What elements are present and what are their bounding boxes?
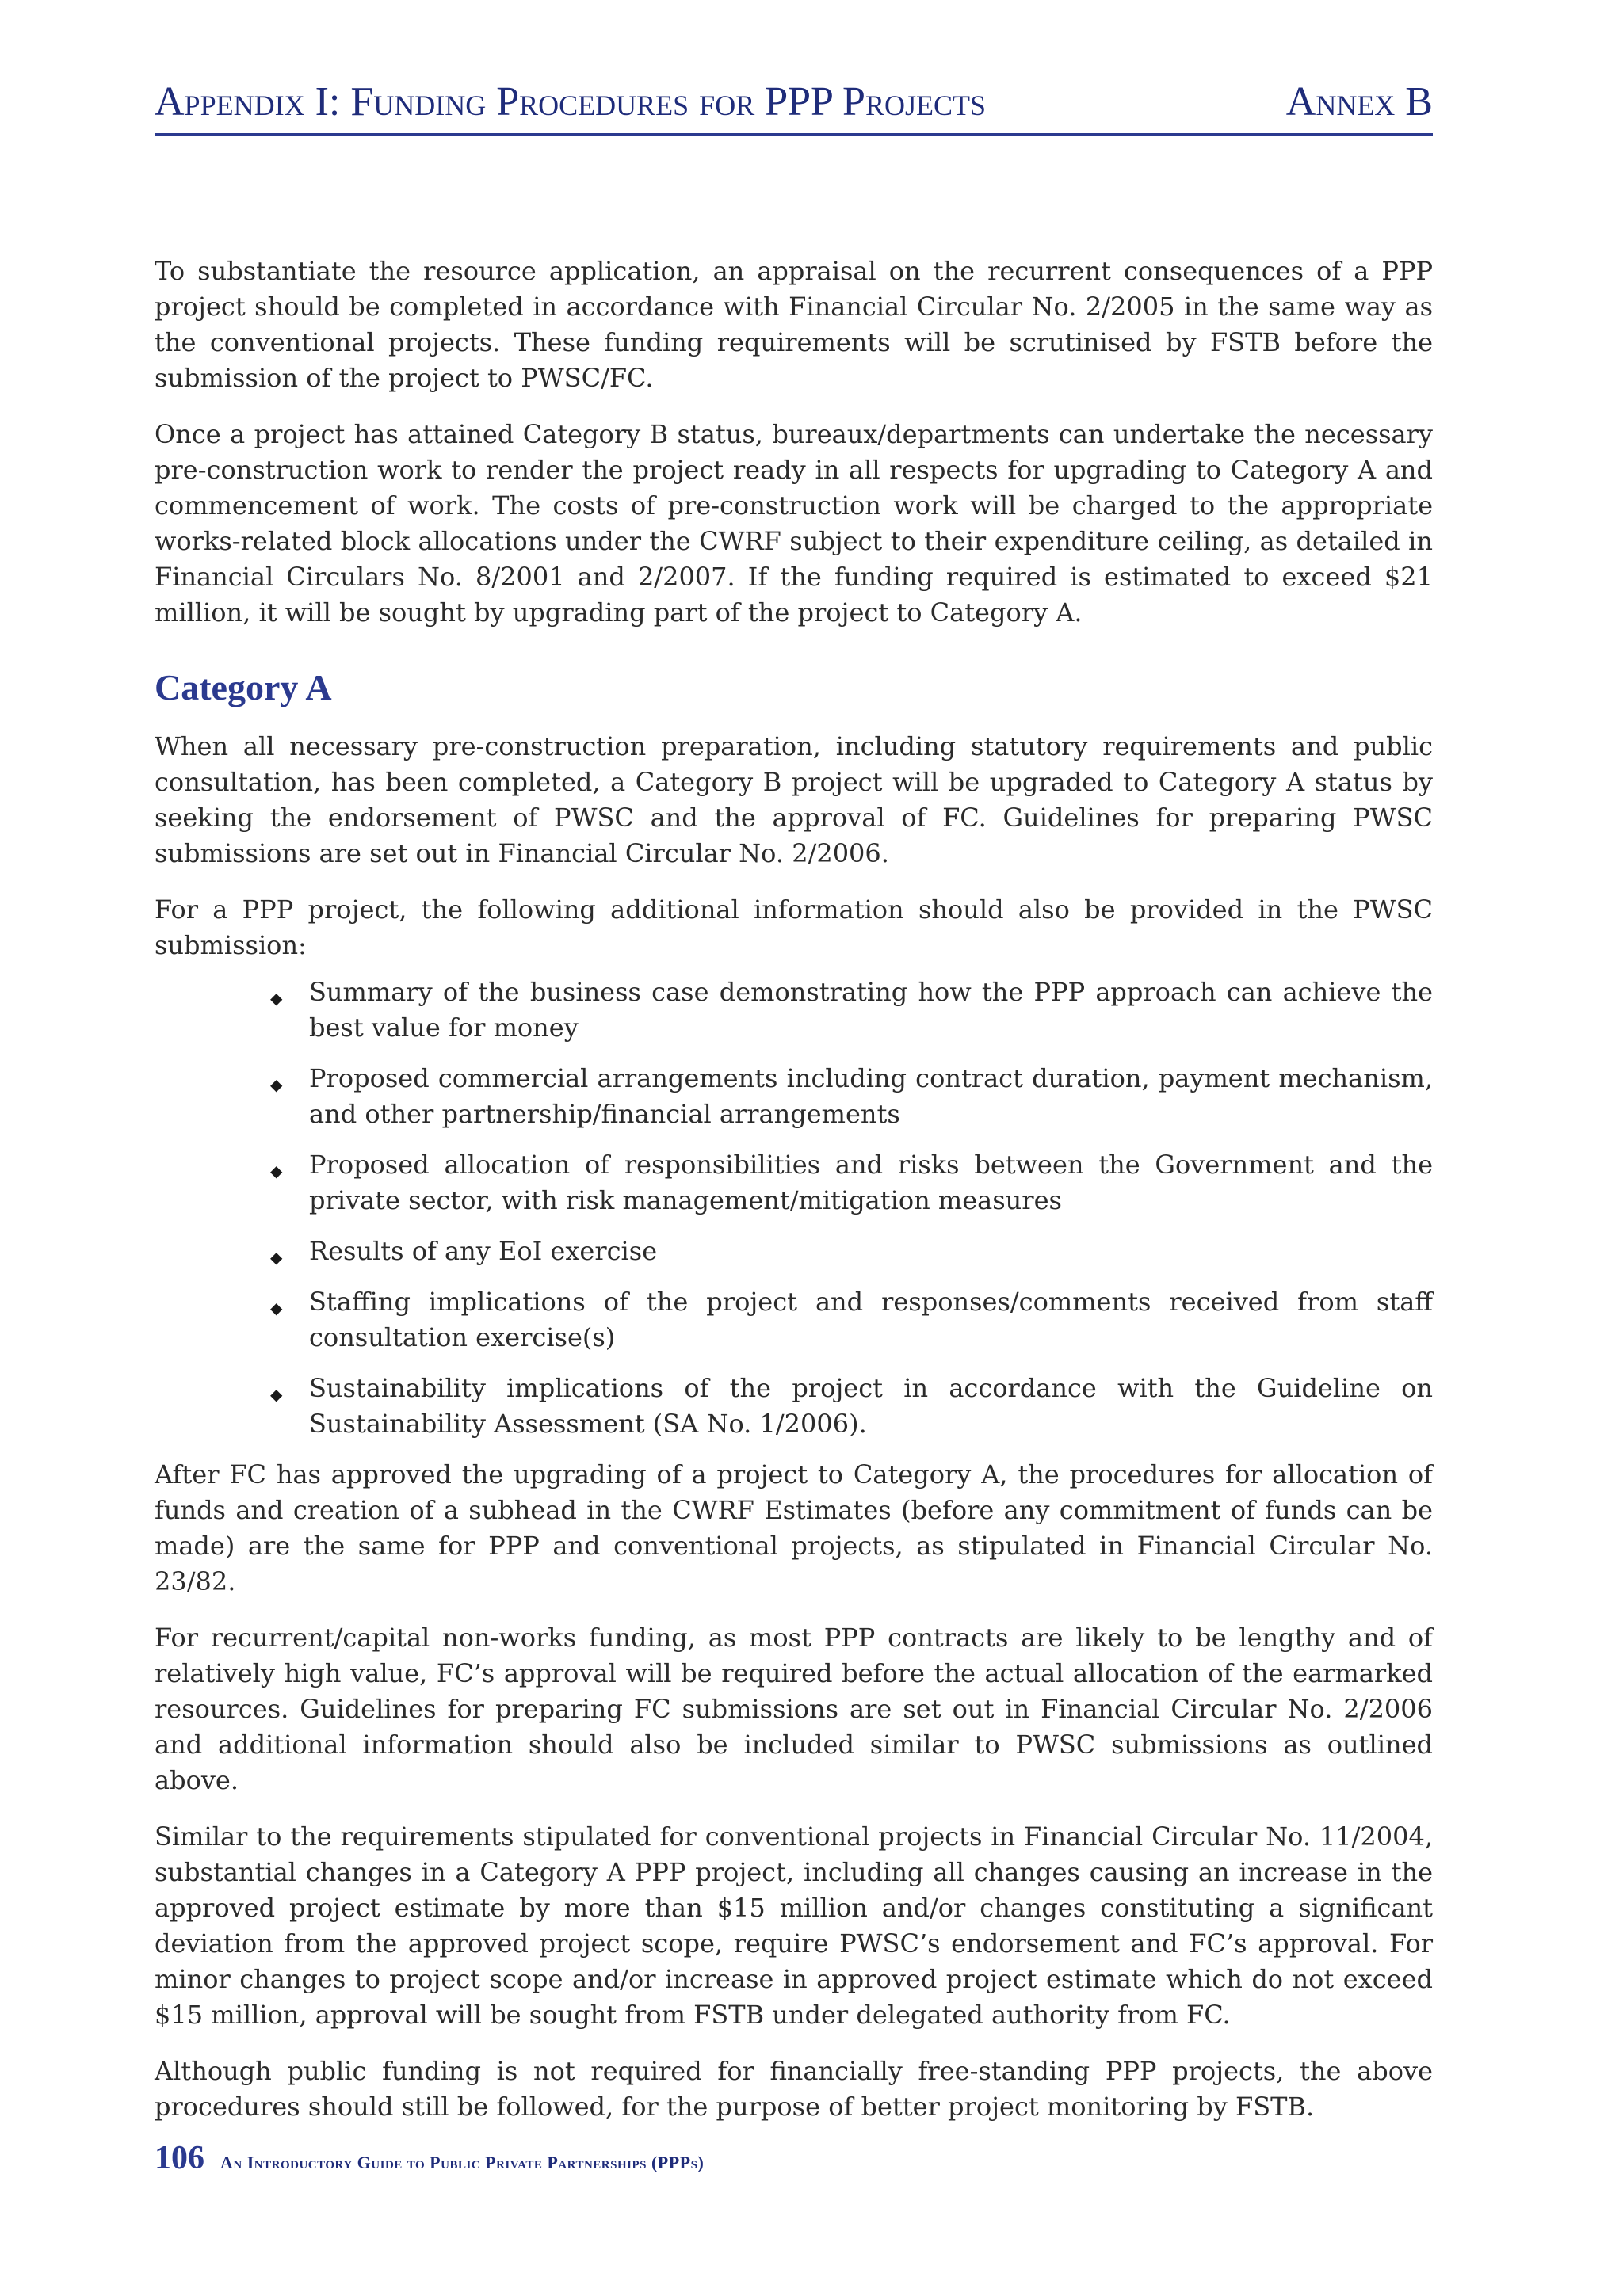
list-item-text: Sustainability implications of the project in accordance with the Guideline on Sustainability Assessment (SA No. 1/2006). xyxy=(309,1373,1433,1439)
diamond-bullet-icon: ◆ xyxy=(270,1248,283,1267)
list-item xyxy=(270,1061,1433,1132)
list-item-text: Staffing implications of the project and responses/comments received from staff consultation exercise(s) xyxy=(309,1287,1433,1352)
bullet-list xyxy=(155,974,1433,1442)
header-annex-label: Annex B xyxy=(1285,79,1433,124)
page-number: 106 xyxy=(155,2140,204,2176)
list-item xyxy=(270,1284,1433,1356)
diamond-bullet-icon: ◆ xyxy=(270,1299,283,1318)
list-item xyxy=(270,1147,1433,1219)
footer-guide-title: An Introductory Guide to Public Private Partnerships (PPPs) xyxy=(220,2153,705,2172)
paragraph: When all necessary pre-construction preparation, including statutory requirements and public consultation, has been completed, a Category B project will be upgraded to Category A status by seeking the endorsement of PWSC and the approval of FC. Guidelines for preparing PWSC submissions are set out in Financial Circular No. 2/2006. xyxy=(155,731,1433,868)
paragraph: Although public funding is not required for financially free-standing PPP projects, the above procedures should still be followed, for the purpose of better project monitoring by FSTB. xyxy=(155,2056,1433,2122)
paragraph: Similar to the requirements stipulated for conventional projects in Financial Circular No. 11/2004, substantial changes in a Category A PPP project, including all changes causing an increase in the approved project estimate by more than $15 million and/or changes constituting a significant deviation from the approved project scope, require PWSC’s endorsement and FC’s approval. For minor changes to project scope and/or increase in approved project estimate which do not exceed $15 million, approval will be sought from FSTB under delegated authority from FC. xyxy=(155,1821,1433,2030)
paragraph: To substantiate the resource application, an appraisal on the recurrent consequences of a PPP project should be completed in accordance with Financial Circular No. 2/2005 in the same way as the conventional projects. These funding requirements will be scrutinised by FSTB before the submission of the project to PWSC/FC. xyxy=(155,256,1433,393)
list-item xyxy=(270,1371,1433,1442)
diamond-bullet-icon: ◆ xyxy=(270,989,283,1008)
paragraph: Once a project has attained Category B status, bureaux/departments can undertake the necessary pre-construction work to render the project ready in all respects for upgrading to Category A and commencement of work. The costs of pre-construction work will be charged to the appropriate works-related block allocations under the CWRF subject to their expenditure ceiling, as detailed in Financial Circulars No. 8/2001 and 2/2007. If the funding required is estimated to exceed $21 million, it will be sought by upgrading part of the project to Category A. xyxy=(155,419,1433,627)
document-page xyxy=(155,0,1433,2296)
body-content xyxy=(155,254,1433,2145)
header-chapter-title: Appendix I: Funding Procedures for PPP Projects xyxy=(155,79,986,124)
list-item xyxy=(270,1234,1433,1269)
section-heading: Category A xyxy=(155,667,332,707)
diamond-bullet-icon: ◆ xyxy=(270,1075,283,1094)
list-item-text: Proposed allocation of responsibilities and risks between the Government and the private sector, with risk management/mitigation measures xyxy=(309,1150,1433,1215)
diamond-bullet-icon: ◆ xyxy=(270,1385,283,1404)
page-footer xyxy=(155,2139,704,2177)
list-item xyxy=(270,974,1433,1046)
running-header xyxy=(155,76,1433,136)
paragraph: For recurrent/capital non-works funding, as most PPP contracts are likely to be lengthy and of relatively high value, FC’s approval will be required before the actual allocation of the earmarked resources. Guidelines for preparing FC submissions are set out in Financial Circular No. 2/2006 and additional information should also be included similar to PWSC submissions as outlined above. xyxy=(155,1623,1433,1795)
diamond-bullet-icon: ◆ xyxy=(270,1161,283,1180)
paragraph: After FC has approved the upgrading of a project to Category A, the procedures for allocation of funds and creation of a subhead in the CWRF Estimates (before any commitment of funds can be made) are the same for PPP and conventional projects, as stipulated in Financial Circular No. 23/82. xyxy=(155,1459,1433,1596)
paragraph: For a PPP project, the following additional information should also be provided in the PWSC submission: xyxy=(155,894,1433,960)
list-item-text: Proposed commercial arrangements including contract duration, payment mechanism, and other partnership/financial arrangements xyxy=(309,1063,1433,1129)
list-item-text: Summary of the business case demonstrating how the PPP approach can achieve the best value for money xyxy=(309,977,1433,1043)
list-item-text: Results of any EoI exercise xyxy=(309,1236,658,1266)
